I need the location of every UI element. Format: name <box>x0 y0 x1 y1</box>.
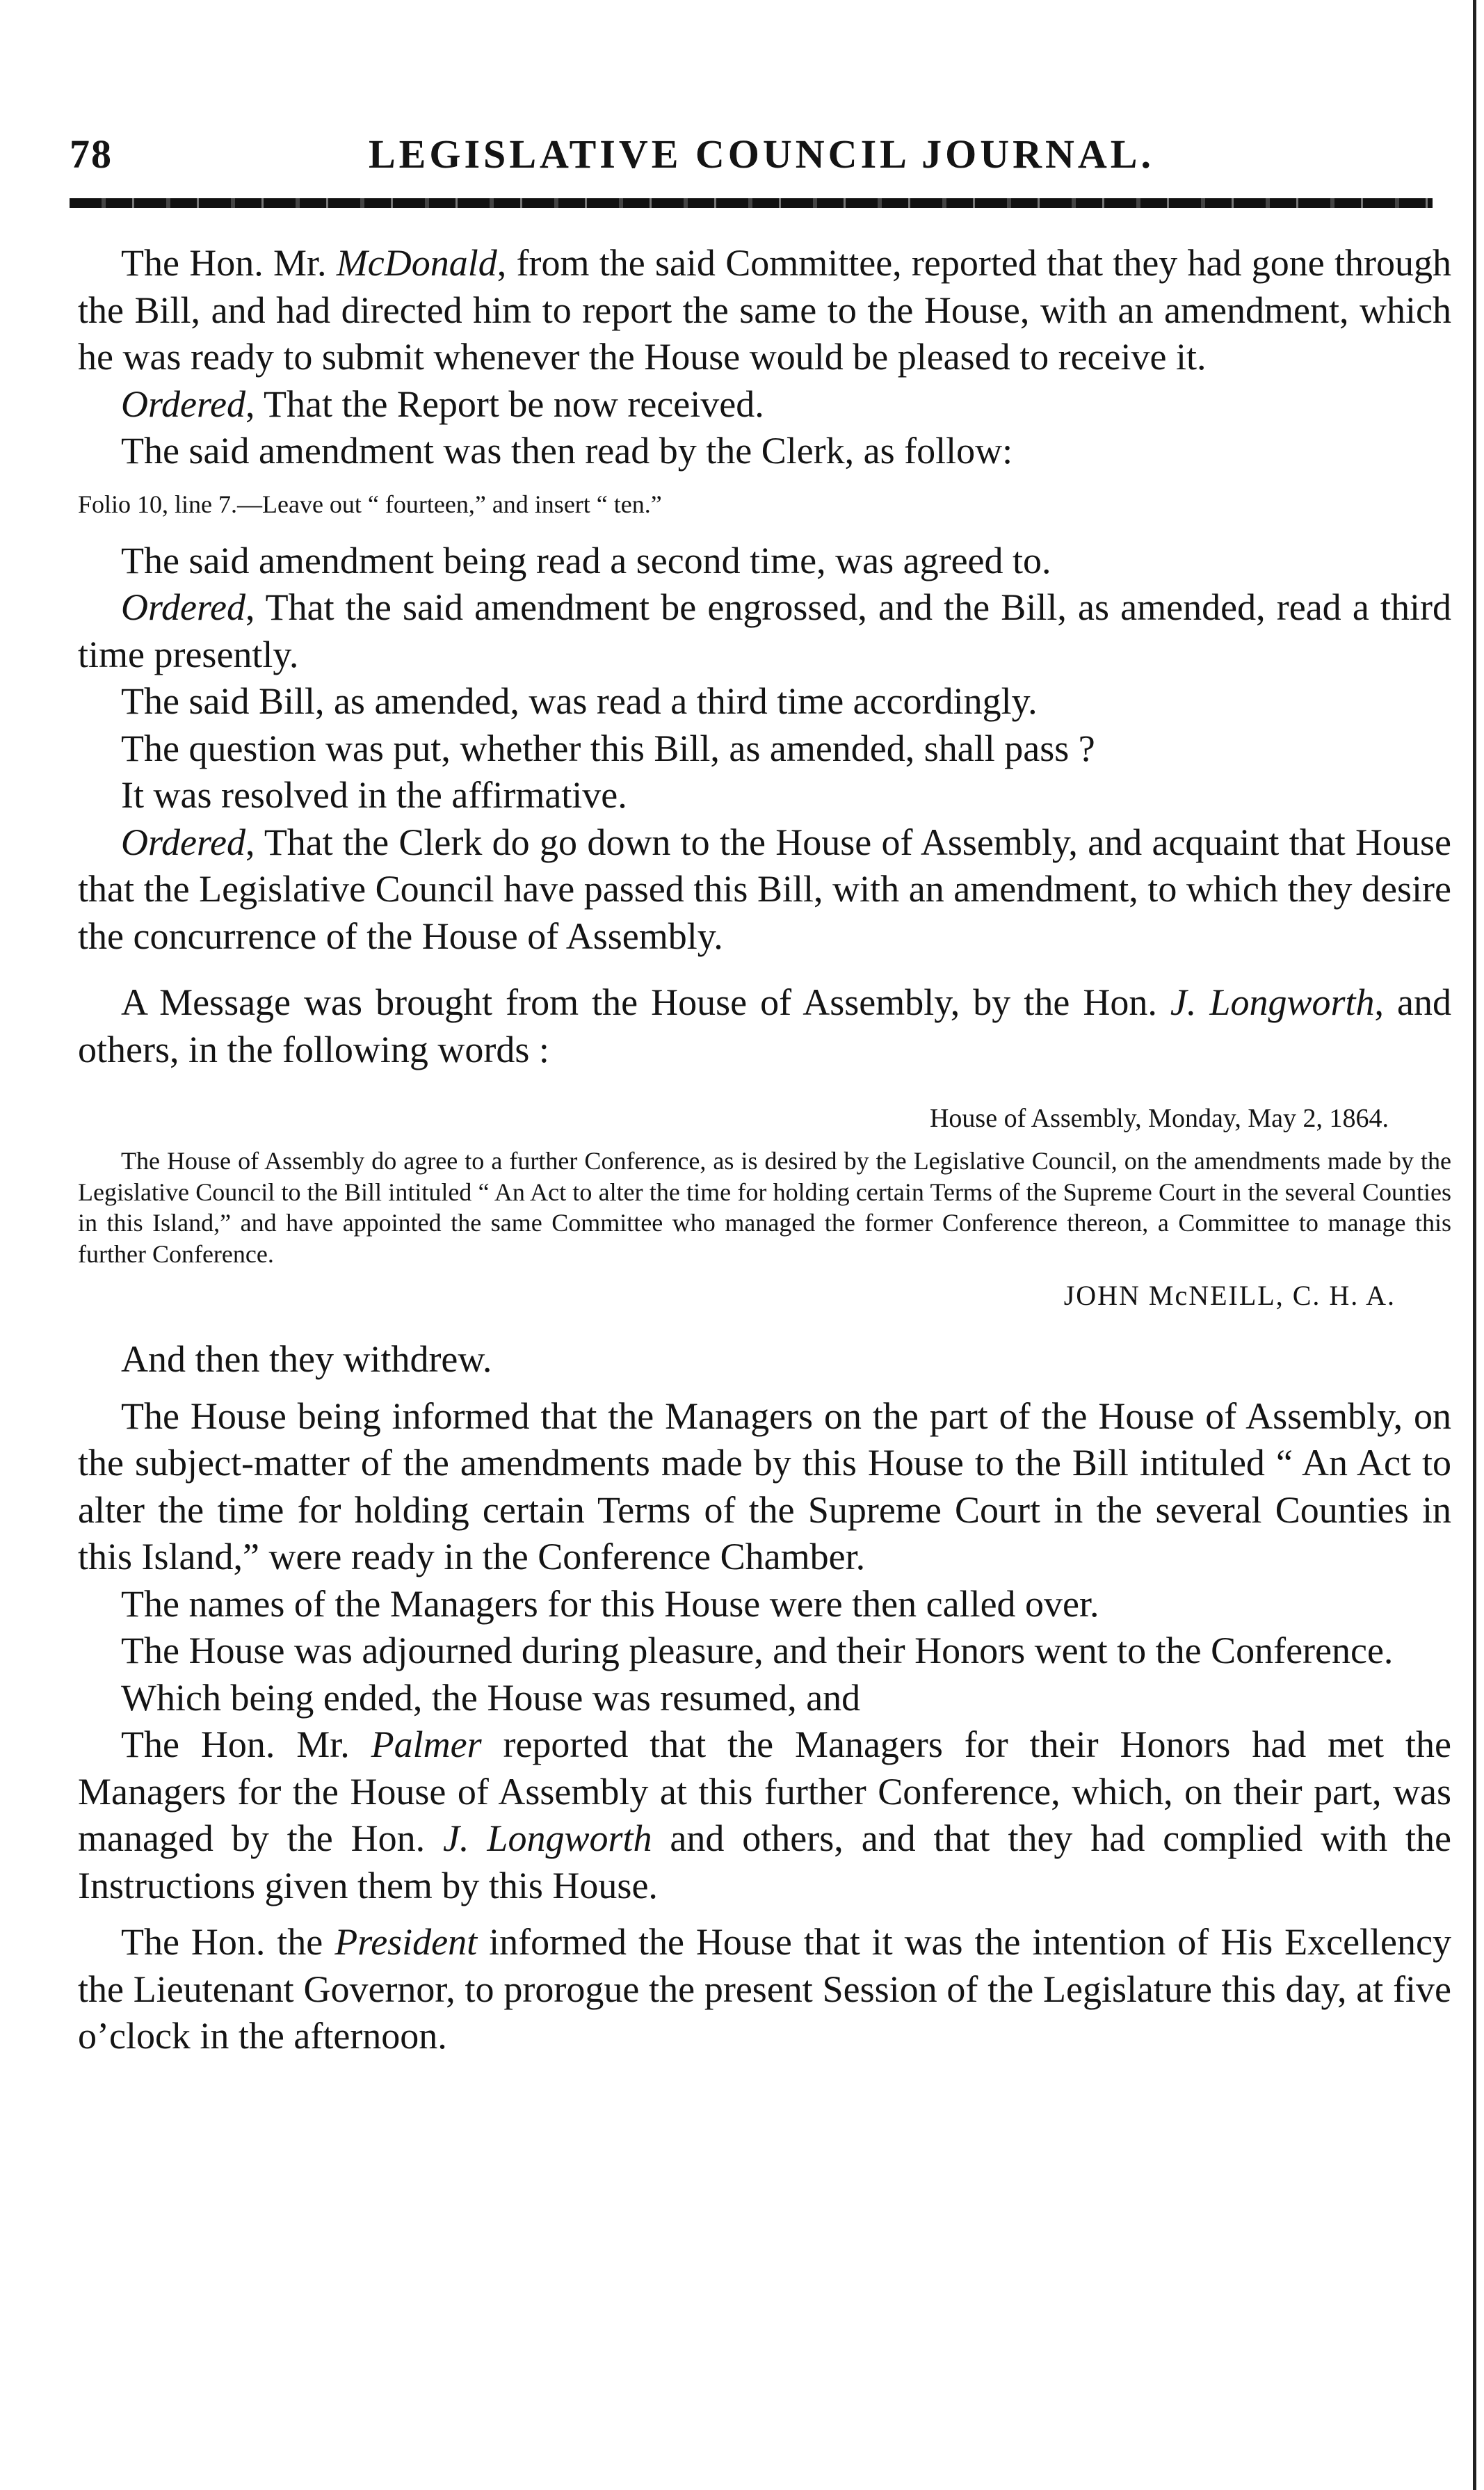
running-title: LEGISLATIVE COUNCIL JOURNAL. <box>369 131 1154 177</box>
ordered-report-received: Ordered, That the Report be now received. <box>121 383 764 425</box>
names-called-paragraph: The names of the Managers for this House were then called over. <box>121 1582 1099 1625</box>
prorogue-paragraph: The Hon. the President informed the House that it was the intention of His Excellency the Lieutenant Governor, to prorogue the present Session of the Legislature this day, at five o’clock in the afternoon. <box>78 1921 1451 2057</box>
adjourned-paragraph: The House was adjourned during pleasure, and their Honors went to the Conference. <box>121 1630 1394 1671</box>
palmer-report-paragraph: The Hon. Mr. Palmer reported that the Managers for their Honors had met the Managers for the House of Assembly at this further Conference, which, on their part, was managed by the Hon. J. Longworth and others, and that they had complied with the Instructions given them by this House. <box>78 1724 1452 1906</box>
assembly-message <box>78 1146 1451 1269</box>
message-date-line: House of Assembly, Monday, May 2, 1864. <box>929 1104 1389 1133</box>
withdrew-paragraph: And then they withdrew. <box>121 1338 492 1380</box>
amendment-agreed-paragraph: The said amendment being read a second time, was agreed to. <box>121 539 1051 581</box>
header-rule <box>70 198 1433 208</box>
message-intro-paragraph: A Message was brought from the House of Assembly, by the Hon. J. Longworth, and others, in the following words : <box>78 981 1452 1070</box>
message-body: The House of Assembly do agree to a further Conference, as is desired by the Legislative Council, on the amendments made by the Legislative Council to the Bill intituled “ An Act to alter the time for holding certain Terms of the Supreme Court in the several Counties in this Island,” and have appointed the same Committee who managed the former Conference thereon, a Committee to manage this further Conference. <box>78 1147 1451 1268</box>
managers-ready-paragraph: The House being informed that the Managers on the part of the House of Assembly, on the subject-matter of the amendments made by this House to the Bill intituled “ An Act to alter the time for holding certain Terms of the Supreme Court in the several Counties in this Island,” were ready in the Conference Chamber. <box>78 1395 1451 1577</box>
resumed-paragraph: Which being ended, the House was resumed, and <box>121 1676 861 1719</box>
folio-amendment-line: Folio 10, line 7.—Leave out “ fourteen,” and insert “ ten.” <box>78 490 662 518</box>
page-number: 78 <box>70 131 113 177</box>
resolved-paragraph: It was resolved in the affirmative. <box>121 774 627 816</box>
ordered-clerk-paragraph: Ordered, That the Clerk do go down to the House of Assembly, and acquaint that House that the Legislative Council have passed this Bill, with an amendment, to which they desire the concurrence of the House of Assembly. <box>78 821 1451 957</box>
message-signature: JOHN McNEILL, C. H. A. <box>1063 1280 1396 1311</box>
question-paragraph: The question was put, whether this Bill, as amended, shall pass ? <box>121 727 1095 769</box>
amendment-read-paragraph: The said amendment was then read by the Clerk, as follow: <box>121 430 1013 472</box>
committee-report-paragraph: The Hon. Mr. McDonald, from the said Committee, reported that they had gone through the Bill, and had directed him to report the same to the House, with an amendment, which he was ready to submit whenever the House would be pleased to receive it. <box>78 242 1451 378</box>
page-header <box>70 118 1433 181</box>
journal-body <box>78 240 1451 2060</box>
ordered-engrossed-paragraph: Ordered, That the said amendment be engrossed, and the Bill, as amended, read a third time presently. <box>78 586 1451 675</box>
page-edge-rule <box>1473 0 1476 2490</box>
third-reading-paragraph: The said Bill, as amended, was read a third time accordingly. <box>121 680 1038 722</box>
